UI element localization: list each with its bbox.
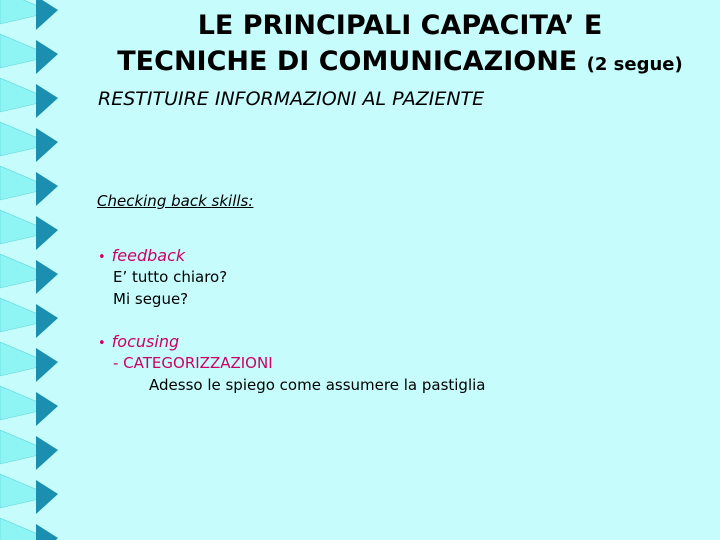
border-shard-dark [36,216,58,250]
border-shard-dark [36,392,58,426]
focusing-line-1: Adesso le spiego come assumere la pastiglia [149,376,486,394]
title-line-1: LE PRINCIPALI CAPACITA’ E [197,10,603,41]
border-shard-dark [36,524,58,540]
bullet-feedback [98,246,185,265]
border-shard-dark [36,436,58,470]
border-shard-dark [36,260,58,294]
title-line-2-text: TECNICHE DI COMUNICAZIONE [117,46,578,77]
feedback-line-2: Mi segue? [113,290,189,308]
bullet-label: feedback [111,246,186,265]
bullet-dot: • [98,336,106,351]
focusing-note: - CATEGORIZZAZIONI [113,354,273,372]
bullet-dot: • [98,250,106,265]
slide-title [80,8,720,83]
decorative-left-border [0,0,80,540]
border-shard-dark [36,172,58,206]
border-shard-dark [36,0,58,30]
bullet-focusing [98,332,179,351]
section-heading: Checking back skills: [97,192,254,210]
slide-subtitle: RESTITUIRE INFORMAZIONI AL PAZIENTE [98,88,485,110]
title-line-2 [80,44,720,83]
feedback-line-1: E’ tutto chiaro? [113,268,228,286]
border-shard-dark [36,304,58,338]
border-shard-dark [36,480,58,514]
bullet-label: focusing [111,332,180,351]
border-shard-dark [36,348,58,382]
border-shard-dark [36,128,58,162]
border-shard-dark [36,84,58,118]
border-shard-dark [36,40,58,74]
title-suffix: (2 segue) [586,54,683,75]
